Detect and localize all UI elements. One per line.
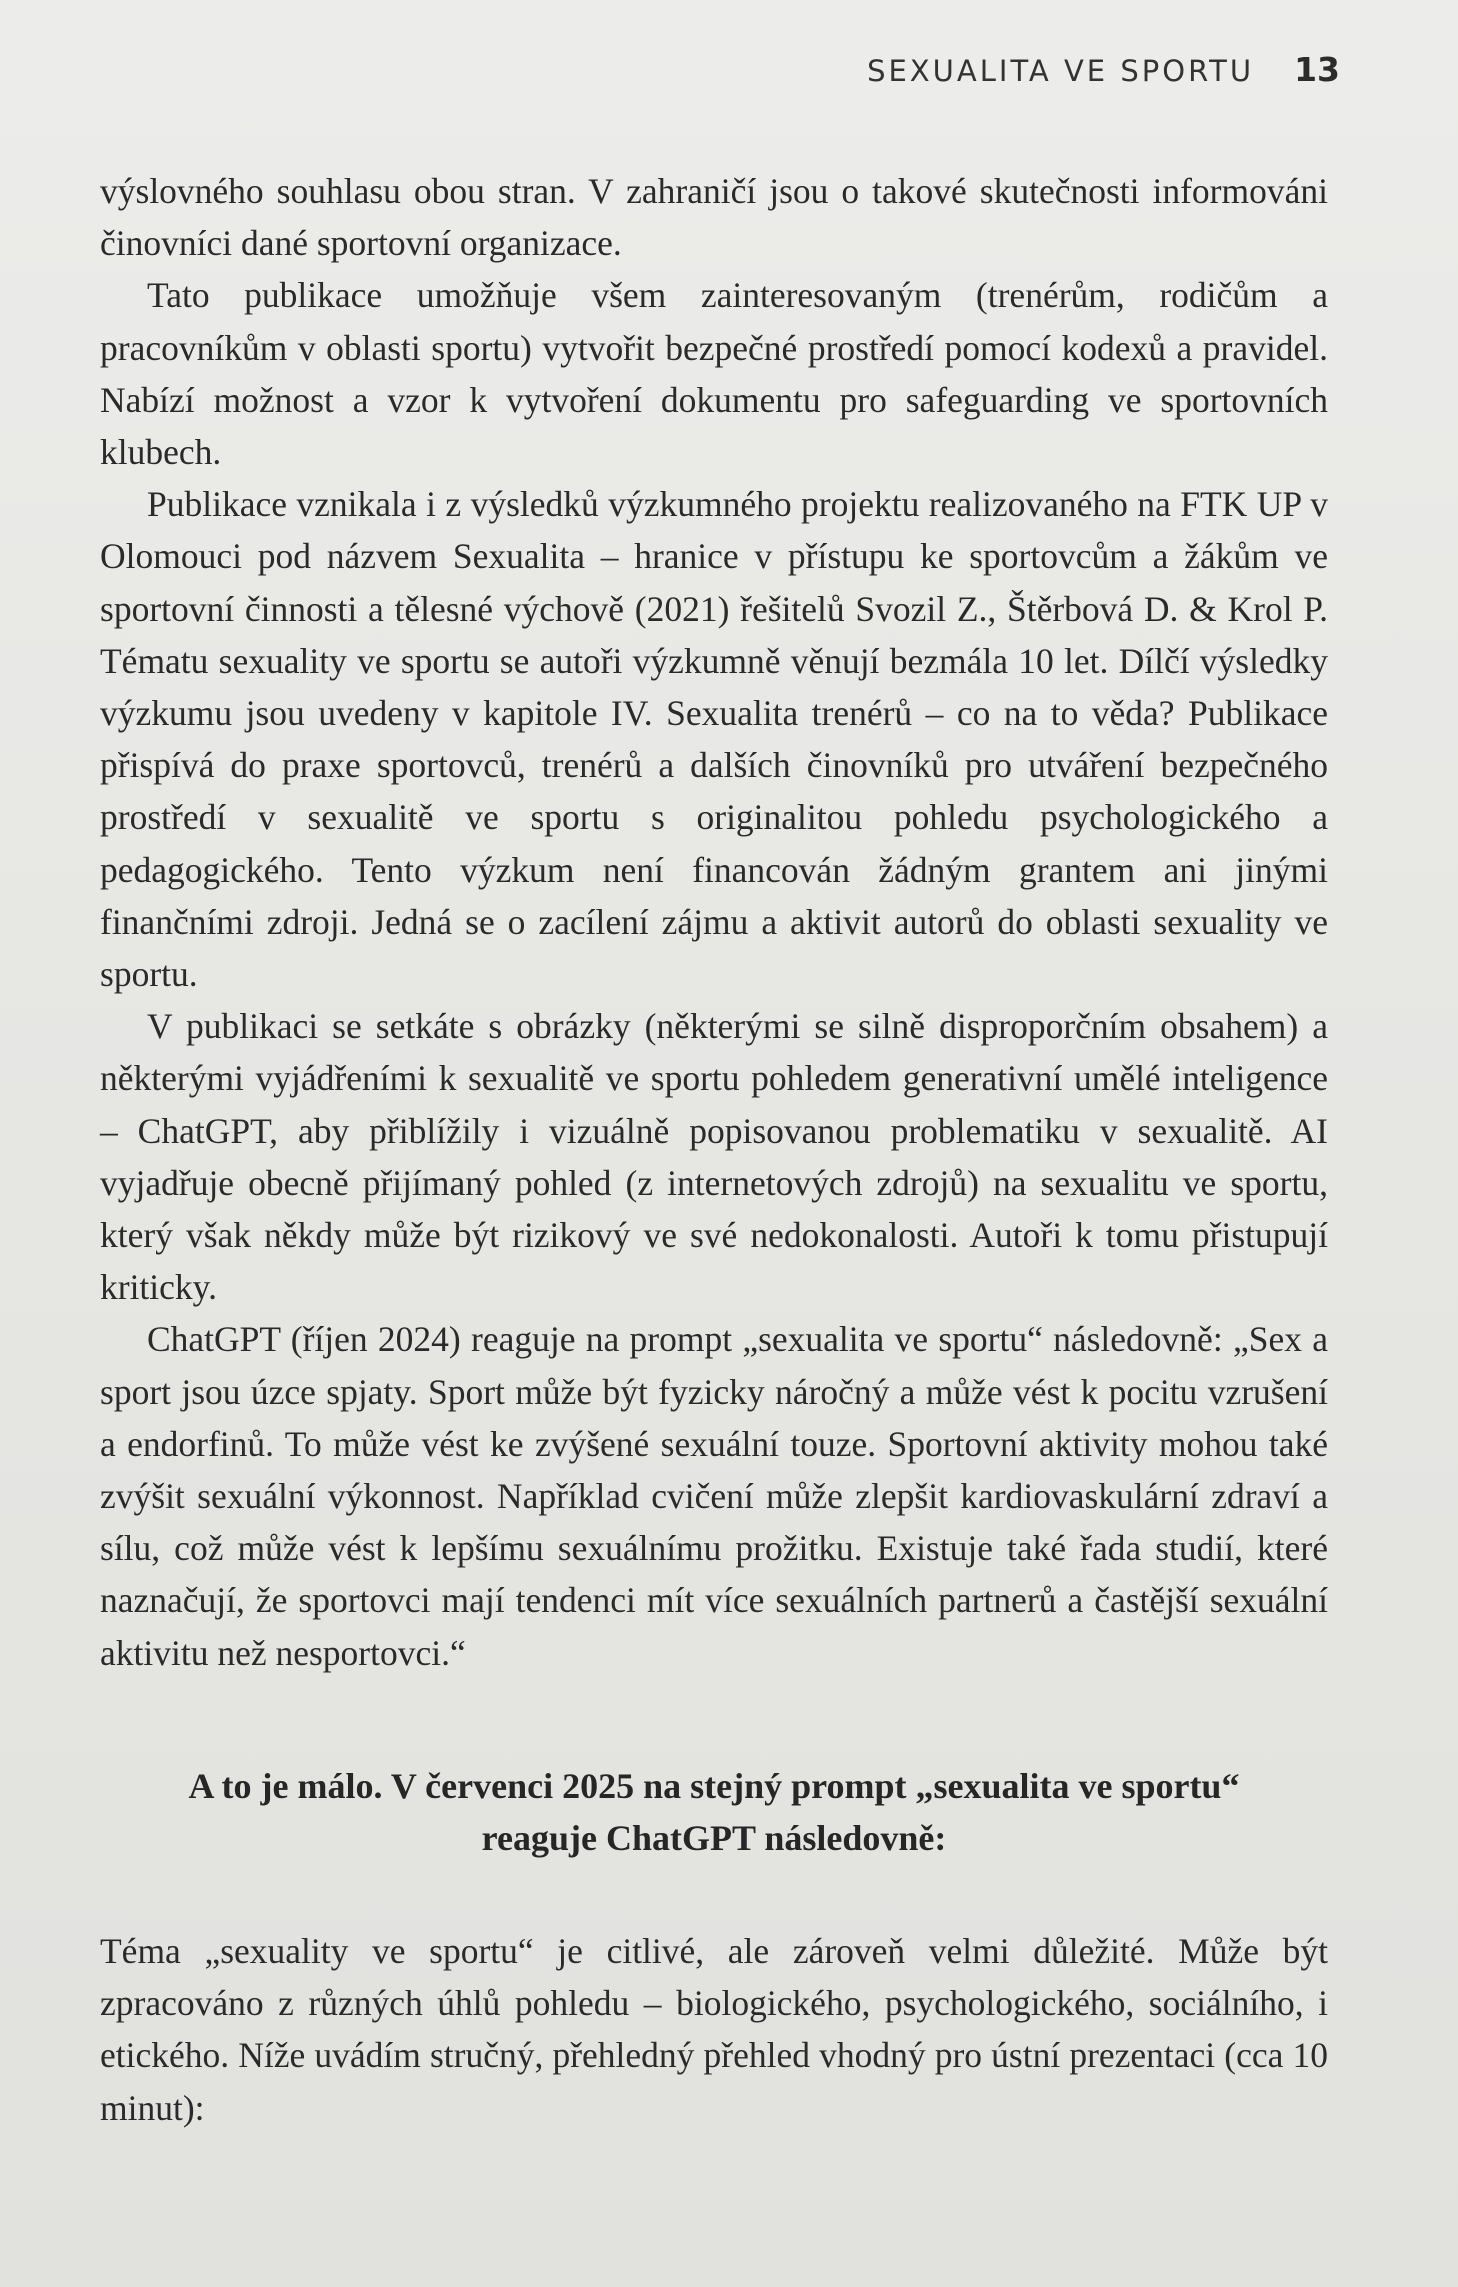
paragraph-continuation: výslovného souhlasu obou stran. V zahraničí jsou o takové skutečnosti informováni činovníci dané sportovní organizace.: [100, 171, 1328, 264]
body-text: [100, 165, 1328, 1679]
paragraph-chatgpt-2025: Téma „sexuality ve sportu“ je citlivé, ale zároveň velmi důležité. Může být zpracováno z různých úhlů pohledu – biologického, psychologického, sociálního, i etického. Níže uvádím stručný, přehledný přehled vhodný pro ústní prezentaci (cca 10 minut):: [100, 1931, 1328, 2128]
paragraph-chatgpt-2024: ChatGPT (říjen 2024) reaguje na prompt „sexualita ve sportu“ následovně: „Sex a sport jsou úzce spjaty. Sport může být fyzicky náročný a může vést k pocitu vzrušení a endorfinů. To může vést ke zvýšené sexuální touze. Sportovní aktivity mohou také zvýšit sexuální výkonnost. Například cvičení může zlepšit kardiovaskulární zdraví a sílu, což může vést k lepšímu sexuálnímu prožitku. Existuje také řada studií, které naznačují, že sportovci mají tendenci mít více sexuálních partnerů a častější sexuální aktivitu než nesportovci.“: [100, 1319, 1328, 1673]
running-title: SEXUALITA VE SPORTU: [867, 54, 1255, 88]
paragraph-publication-purpose: Tato publikace umožňuje všem zainteresovaným (trenérům, rodičům a pracovníkům v oblasti sportu) vytvořit bezpečné prostředí pomocí kodexů a pravidel. Nabízí možnost a vzor k vytvoření dokumentu pro safeguarding ve sportovních klubech.: [100, 275, 1328, 473]
running-header: [867, 50, 1340, 89]
paragraph-research-project: Publikace vznikala i z výsledků výzkumného projektu realizovaného na FTK UP v Olomouci pod názvem Sexualita – hranice v přístupu ke sportovcům a žákům ve sportovní činnosti a tělesné výchově (2021) řešitelů Svozil Z., Štěrbová D. & Krol P. Tématu sexuality ve sportu se autoři výzkumně věnují bezmála 10 let. Dílčí výsledky výzkumu jsou uvedeny v kapitole IV. Sexualita trenérů – co na to věda? Publikace přispívá do praxe sportovců, trenérů a dalších činovníků pro utváření bezpečného prostředí v sexualitě ve sportu s originalitou pohledu psychologického a pedagogického. Tento výzkum není financován žádným grantem ani jinými finančními zdroji. Jedná se o zacílení zájmu a aktivit autorů do oblasti sexuality ve sportu.: [100, 484, 1328, 995]
section-heading-line-1: A to je málo. V červenci 2025 na stejný prompt „sexualita ve sportu“: [188, 1766, 1240, 1806]
page-number: 13: [1294, 50, 1340, 89]
paragraph-ai-images: V publikaci se setkáte s obrázky (některými se silně disproporčním obsahem) a některými vyjádřeními k sexualitě ve sportu pohledem generativní umělé inteligence – ChatGPT, aby přiblížily i vizuálně popisovanou problematiku v sexualitě. AI vyjadřuje obecně přijímaný pohled (z internetových zdrojů) na sexualitu ve sportu, který však někdy může být rizikový ve své nedokonalosti. Autoři k tomu přistupují kriticky.: [100, 1006, 1328, 1308]
chatgpt-2025-reply: [100, 1925, 1328, 2134]
section-heading-line-2: reaguje ChatGPT následovně:: [481, 1818, 947, 1858]
section-heading: [100, 1760, 1328, 1864]
